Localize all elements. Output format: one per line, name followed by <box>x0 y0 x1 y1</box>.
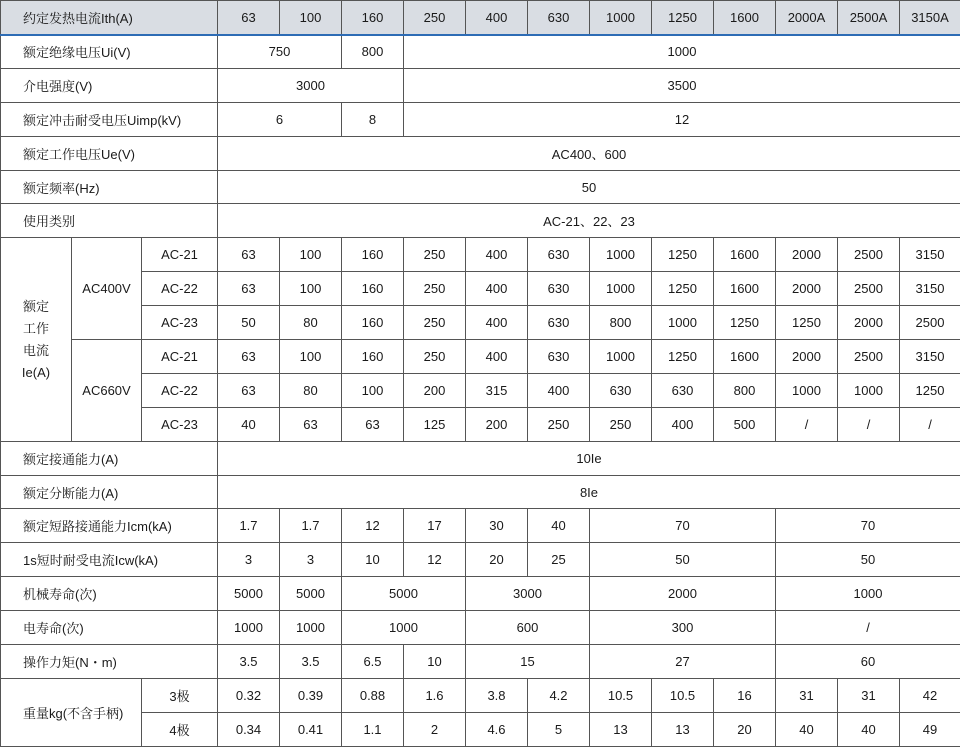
spec-row-making <box>1 441 960 475</box>
value-cell: 5 <box>528 712 590 746</box>
value-cell: 2000 <box>776 272 838 306</box>
value-cell: 630 <box>652 373 714 407</box>
value-cell: 63 <box>218 272 280 306</box>
value-cell: 500 <box>714 407 776 441</box>
spec-row-icw <box>1 543 960 577</box>
ie-group-label-line: Ie(A) <box>1 362 71 384</box>
value-cell: 3.5 <box>218 645 280 679</box>
value-cell: 5000 <box>280 577 342 611</box>
value-cell: 100 <box>280 238 342 272</box>
value-cell: 4.2 <box>528 678 590 712</box>
value-cell: AC400、600 <box>218 136 960 170</box>
value-cell: 160 <box>342 340 404 374</box>
value-cell: 31 <box>776 678 838 712</box>
ie-group-label <box>1 238 72 441</box>
value-cell: 630 <box>528 306 590 340</box>
value-cell: 40 <box>218 407 280 441</box>
value-cell: 42 <box>900 678 960 712</box>
value-cell: 10.5 <box>590 678 652 712</box>
value-cell: 63 <box>218 373 280 407</box>
value-cell: 15 <box>466 645 590 679</box>
row-label: 电寿命(次) <box>1 611 218 645</box>
value-cell: 250 <box>404 306 466 340</box>
value-cell: 2500 <box>838 238 900 272</box>
header-col: 630 <box>528 1 590 35</box>
value-cell: 750 <box>218 35 342 69</box>
value-cell: 2500 <box>838 340 900 374</box>
value-cell: 1000 <box>342 611 466 645</box>
spec-row-icm <box>1 509 960 543</box>
voltage-label: AC400V <box>72 238 142 340</box>
value-cell: 80 <box>280 306 342 340</box>
spec-row-elec <box>1 611 960 645</box>
header-col: 2000A <box>776 1 838 35</box>
ie-row <box>1 373 960 407</box>
value-cell: 3150 <box>900 340 960 374</box>
value-cell: 5000 <box>342 577 466 611</box>
row-label: 介电强度(V) <box>1 68 218 102</box>
voltage-label: AC660V <box>72 340 142 442</box>
header-row <box>1 1 960 35</box>
value-cell: 49 <box>900 712 960 746</box>
value-cell: 1250 <box>900 373 960 407</box>
value-cell: 8 <box>342 102 404 136</box>
value-cell: 2 <box>404 712 466 746</box>
value-cell: 1600 <box>714 340 776 374</box>
value-cell: 25 <box>528 543 590 577</box>
value-cell: 63 <box>342 407 404 441</box>
value-cell: 160 <box>342 272 404 306</box>
spec-row-ui <box>1 35 960 69</box>
spec-row-breaking <box>1 475 960 509</box>
weight-row <box>1 712 960 746</box>
value-cell: 250 <box>404 340 466 374</box>
ie-row <box>1 407 960 441</box>
value-cell: 3.8 <box>466 678 528 712</box>
value-cell: 3000 <box>218 68 404 102</box>
row-label: 额定接通能力(A) <box>1 441 218 475</box>
value-cell: 70 <box>590 509 776 543</box>
row-label: 使用类别 <box>1 204 218 238</box>
value-cell: 63 <box>280 407 342 441</box>
category-label: AC-21 <box>142 238 218 272</box>
value-cell: 2000 <box>776 238 838 272</box>
value-cell: 250 <box>404 272 466 306</box>
value-cell: 20 <box>714 712 776 746</box>
ie-row <box>1 272 960 306</box>
category-label: AC-23 <box>142 407 218 441</box>
value-cell: 12 <box>404 543 466 577</box>
value-cell: 315 <box>466 373 528 407</box>
value-cell: 16 <box>714 678 776 712</box>
value-cell: 0.88 <box>342 678 404 712</box>
value-cell: 400 <box>466 272 528 306</box>
value-cell: 12 <box>342 509 404 543</box>
value-cell: 10Ie <box>218 441 960 475</box>
value-cell: 50 <box>590 543 776 577</box>
value-cell: 40 <box>776 712 838 746</box>
value-cell: 0.32 <box>218 678 280 712</box>
category-label: AC-23 <box>142 306 218 340</box>
value-cell: 160 <box>342 306 404 340</box>
value-cell: / <box>900 407 960 441</box>
ie-group-label-line: 电流 <box>1 340 71 362</box>
value-cell: 125 <box>404 407 466 441</box>
value-cell: 12 <box>404 102 960 136</box>
value-cell: 31 <box>838 678 900 712</box>
header-col: 1600 <box>714 1 776 35</box>
value-cell: 1000 <box>590 272 652 306</box>
header-col: 1250 <box>652 1 714 35</box>
value-cell: 1000 <box>280 611 342 645</box>
value-cell: 1000 <box>776 373 838 407</box>
row-label: 额定分断能力(A) <box>1 475 218 509</box>
value-cell: 63 <box>218 340 280 374</box>
weight-row <box>1 678 960 712</box>
value-cell: / <box>838 407 900 441</box>
value-cell: 1250 <box>652 272 714 306</box>
ie-group-label-line: 工作 <box>1 318 71 340</box>
value-cell: 4.6 <box>466 712 528 746</box>
value-cell: 0.41 <box>280 712 342 746</box>
value-cell: 250 <box>590 407 652 441</box>
value-cell: 50 <box>218 170 960 204</box>
value-cell: 70 <box>776 509 960 543</box>
value-cell: 27 <box>590 645 776 679</box>
ie-row <box>1 238 960 272</box>
value-cell: 50 <box>218 306 280 340</box>
value-cell: 1000 <box>652 306 714 340</box>
value-cell: 0.34 <box>218 712 280 746</box>
spec-row-category <box>1 204 960 238</box>
value-cell: 13 <box>652 712 714 746</box>
value-cell: 60 <box>776 645 960 679</box>
value-cell: 630 <box>528 272 590 306</box>
row-label: 操作力矩(N・m) <box>1 645 218 679</box>
header-col: 2500A <box>838 1 900 35</box>
header-col: 250 <box>404 1 466 35</box>
value-cell: 1250 <box>652 340 714 374</box>
value-cell: 100 <box>280 340 342 374</box>
value-cell: 2000 <box>590 577 776 611</box>
value-cell: 3.5 <box>280 645 342 679</box>
value-cell: 1.1 <box>342 712 404 746</box>
value-cell: 400 <box>466 306 528 340</box>
value-cell: 1.7 <box>280 509 342 543</box>
value-cell: 600 <box>466 611 590 645</box>
value-cell: 0.39 <box>280 678 342 712</box>
value-cell: 1000 <box>838 373 900 407</box>
value-cell: 8Ie <box>218 475 960 509</box>
spec-row-mech <box>1 577 960 611</box>
value-cell: 800 <box>714 373 776 407</box>
value-cell: 400 <box>652 407 714 441</box>
value-cell: 1000 <box>404 35 960 69</box>
value-cell: 10 <box>342 543 404 577</box>
pole-label: 4极 <box>142 712 218 746</box>
header-col: 63 <box>218 1 280 35</box>
value-cell: 17 <box>404 509 466 543</box>
value-cell: 6 <box>218 102 342 136</box>
value-cell: / <box>776 407 838 441</box>
value-cell: 400 <box>528 373 590 407</box>
value-cell: 20 <box>466 543 528 577</box>
value-cell: 3150 <box>900 238 960 272</box>
value-cell: 50 <box>776 543 960 577</box>
value-cell: 1250 <box>714 306 776 340</box>
value-cell: 2000 <box>776 340 838 374</box>
value-cell: 30 <box>466 509 528 543</box>
value-cell: 160 <box>342 238 404 272</box>
pole-label: 3极 <box>142 678 218 712</box>
header-label: 约定发热电流Ith(A) <box>1 1 218 35</box>
header-col: 3150A <box>900 1 960 35</box>
value-cell: AC-21、22、23 <box>218 204 960 238</box>
value-cell: 10 <box>404 645 466 679</box>
value-cell: 1.6 <box>404 678 466 712</box>
value-cell: 3000 <box>466 577 590 611</box>
ie-group-label-line: 额定 <box>1 296 71 318</box>
row-label: 机械寿命(次) <box>1 577 218 611</box>
spec-row-ue <box>1 136 960 170</box>
value-cell: 3150 <box>900 272 960 306</box>
value-cell: 40 <box>528 509 590 543</box>
category-label: AC-21 <box>142 340 218 374</box>
value-cell: 1000 <box>218 611 280 645</box>
header-col: 1000 <box>590 1 652 35</box>
value-cell: 80 <box>280 373 342 407</box>
value-cell: 1.7 <box>218 509 280 543</box>
value-cell: 630 <box>528 340 590 374</box>
value-cell: 5000 <box>218 577 280 611</box>
value-cell: 2500 <box>838 272 900 306</box>
weight-label: 重量kg(不含手柄) <box>1 678 142 746</box>
value-cell: 630 <box>528 238 590 272</box>
value-cell: 630 <box>590 373 652 407</box>
row-label: 额定冲击耐受电压Uimp(kV) <box>1 102 218 136</box>
row-label: 额定短路接通能力Icm(kA) <box>1 509 218 543</box>
value-cell: 400 <box>466 238 528 272</box>
value-cell: 6.5 <box>342 645 404 679</box>
row-label: 1s短时耐受电流Icw(kA) <box>1 543 218 577</box>
row-label: 额定工作电压Ue(V) <box>1 136 218 170</box>
value-cell: 1250 <box>776 306 838 340</box>
spec-row-freq <box>1 170 960 204</box>
value-cell: 200 <box>466 407 528 441</box>
ie-row <box>1 306 960 340</box>
value-cell: 100 <box>342 373 404 407</box>
header-col: 160 <box>342 1 404 35</box>
value-cell: 2500 <box>900 306 960 340</box>
value-cell: 63 <box>218 238 280 272</box>
spec-table-body <box>1 1 960 747</box>
value-cell: 3 <box>280 543 342 577</box>
value-cell: 1600 <box>714 238 776 272</box>
value-cell: 1250 <box>652 238 714 272</box>
value-cell: 800 <box>342 35 404 69</box>
value-cell: 1000 <box>776 577 960 611</box>
ie-row <box>1 340 960 374</box>
row-label: 额定频率(Hz) <box>1 170 218 204</box>
value-cell: 800 <box>590 306 652 340</box>
value-cell: 3500 <box>404 68 960 102</box>
value-cell: 400 <box>466 340 528 374</box>
value-cell: 250 <box>528 407 590 441</box>
category-label: AC-22 <box>142 272 218 306</box>
value-cell: 100 <box>280 272 342 306</box>
spec-row-uimp <box>1 102 960 136</box>
value-cell: 250 <box>404 238 466 272</box>
header-col: 100 <box>280 1 342 35</box>
value-cell: 1600 <box>714 272 776 306</box>
value-cell: 10.5 <box>652 678 714 712</box>
value-cell: 1000 <box>590 238 652 272</box>
value-cell: / <box>776 611 960 645</box>
value-cell: 300 <box>590 611 776 645</box>
row-label: 额定绝缘电压Ui(V) <box>1 35 218 69</box>
value-cell: 1000 <box>590 340 652 374</box>
value-cell: 40 <box>838 712 900 746</box>
spec-row-dielectric <box>1 68 960 102</box>
value-cell: 200 <box>404 373 466 407</box>
header-col: 400 <box>466 1 528 35</box>
value-cell: 13 <box>590 712 652 746</box>
spec-row-torque <box>1 645 960 679</box>
value-cell: 2000 <box>838 306 900 340</box>
category-label: AC-22 <box>142 373 218 407</box>
value-cell: 3 <box>218 543 280 577</box>
